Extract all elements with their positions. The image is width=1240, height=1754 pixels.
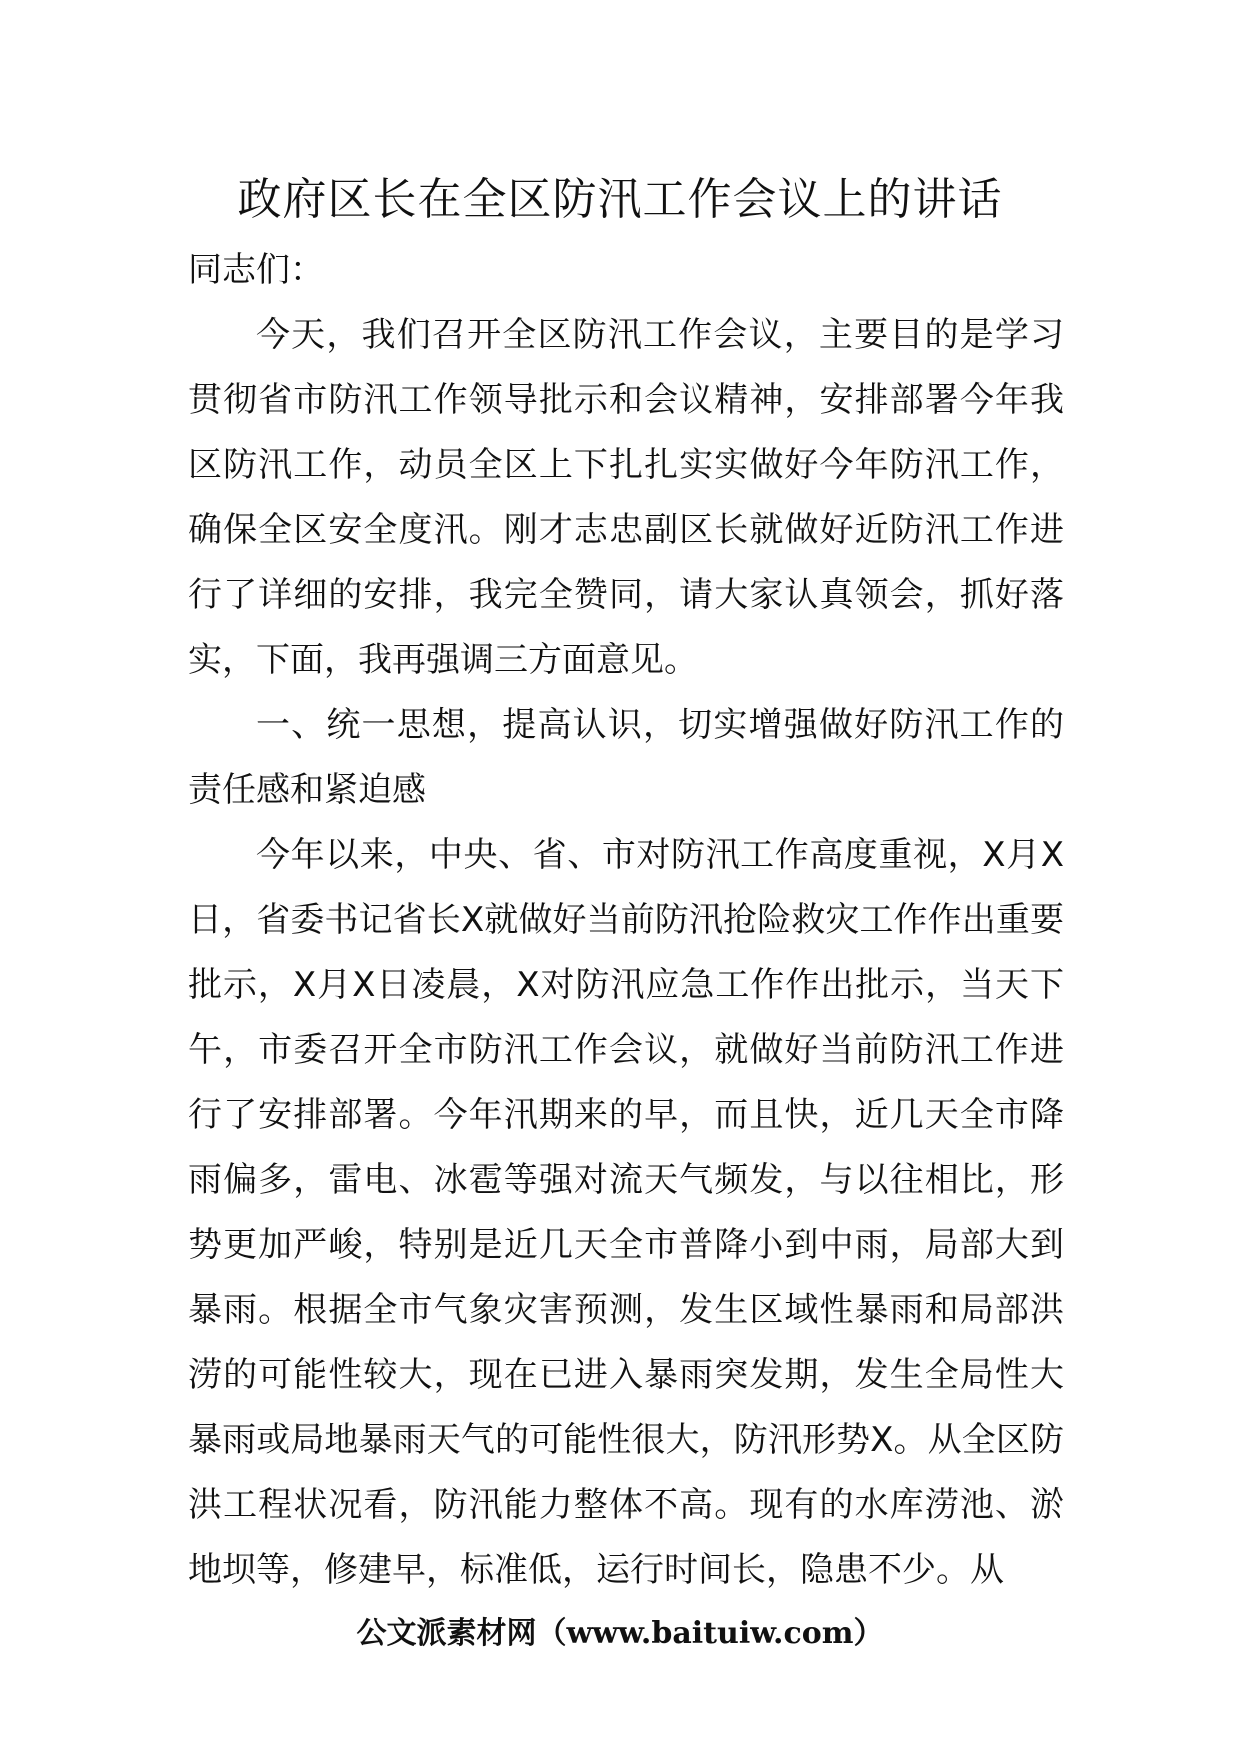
document-title: 政府区长在全区防汛工作会议上的讲话 xyxy=(237,174,1003,225)
footer-watermark: 公文派素材网（www.baituiw.com） xyxy=(356,1616,884,1651)
greeting: 同志们： xyxy=(188,250,324,290)
paragraph-intro: 今天，我们召开全区防汛工作会议，主要目的是学习贯彻省市防汛工作领导批示和会议精神，安排部署今年我区防汛工作，动员全区上下扎扎实实做好今年防汛工作，确保全区安全度汛。刚才志忠副区长就做好近防汛工作进行了详细的安排，我完全赞同，请大家认真领会，抓好落实，下面，我再强调三方面意见。 xyxy=(188,315,1064,680)
paragraph-situation: 今年以来，中央、省、市对防汛工作高度重视，X月X日，省委书记省长X就做好当前防汛抢险救灾工作作出重要批示，X月X日凌晨，X对防汛应急工作作出批示，当天下午，市委召开全市防汛工作会议，就做好当前防汛工作进行了安排部署。今年汛期来的早，而且快，近几天全市降雨偏多，雷电、冰雹等强对流天气频发，与以往相比，形势更加严峻，特别是近几天全市普降小到中雨，局部大到暴雨。根据全市气象灾害预测，发生区域性暴雨和局部洪涝的可能性较大，现在已进入暴雨突发期，发生全局性大暴雨或局地暴雨天气的可能性很大，防汛形势X。从全区防洪工程状况看，防汛能力整体不高。现有的水库涝池、淤地坝等，修建早，标准低，运行时间长，隐患不少。从 xyxy=(188,835,1064,1590)
section-heading-1: 一、统一思想，提高认识，切实增强做好防汛工作的责任感和紧迫感 xyxy=(188,705,1064,810)
document-body xyxy=(188,238,1064,1603)
